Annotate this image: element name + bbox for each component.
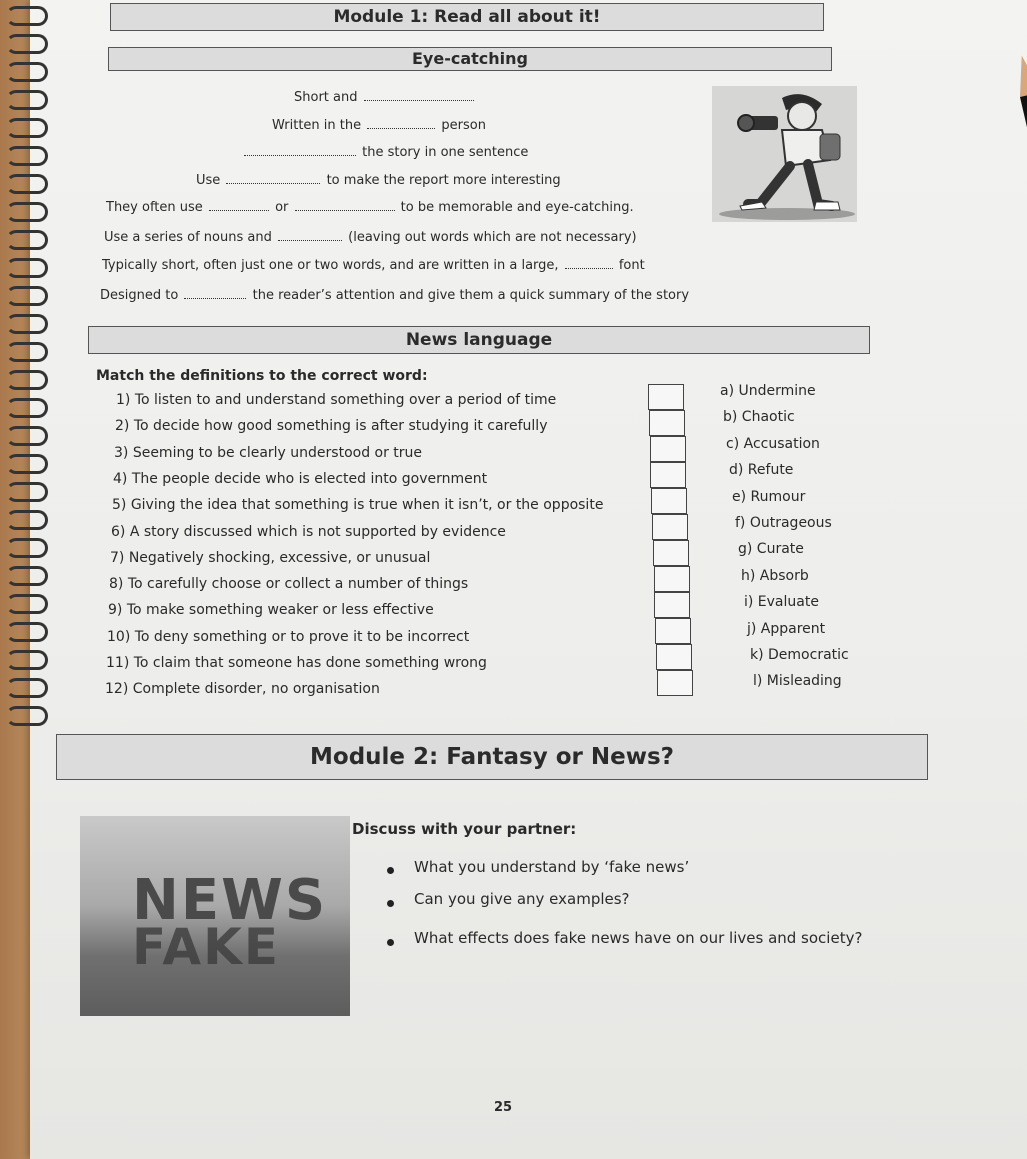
- fill-line-3: the story in one sentence: [242, 145, 528, 160]
- binding-coil: [6, 398, 48, 418]
- binding-coil: [6, 90, 48, 110]
- answer-blank[interactable]: [184, 297, 246, 299]
- bullet-icon: [387, 939, 394, 946]
- answer-blank[interactable]: [209, 209, 269, 211]
- definition-item: 3) Seeming to be clearly understood or true: [114, 444, 423, 461]
- word-item: l) Misleading: [753, 673, 842, 690]
- definition-item: 11) To claim that someone has done something wrong: [106, 655, 487, 671]
- definition-item: 9) To make something weaker or less effective: [108, 602, 434, 619]
- binding-coil: [6, 202, 48, 222]
- binding-coil: [6, 370, 48, 390]
- definition-item: 4) The people decide who is elected into government: [113, 470, 488, 487]
- answer-blank[interactable]: [226, 182, 320, 184]
- module1-title-bar: [110, 3, 824, 31]
- fill-line-4: Use to make the report more interesting: [196, 173, 561, 188]
- word-item: f) Outrageous: [735, 515, 832, 531]
- word-item: i) Evaluate: [744, 594, 819, 611]
- binding-coil: [6, 62, 48, 82]
- news-word: NEWS: [132, 868, 328, 933]
- binding-coil: [6, 622, 48, 642]
- fill-line-5: They often use or to be memorable and eye-catching.: [106, 200, 634, 215]
- answer-box[interactable]: [654, 592, 690, 618]
- binding-coil: [6, 482, 48, 502]
- binding-coil: [6, 146, 48, 166]
- module2-title: Module 2: Fantasy or News?: [310, 744, 674, 770]
- workbook-page: [30, 0, 1027, 1159]
- fill-line-1: Short and: [294, 90, 476, 105]
- match-instruction: Match the definitions to the correct word:: [96, 368, 428, 384]
- answer-box[interactable]: [656, 644, 692, 670]
- word-item: c) Accusation: [726, 435, 820, 452]
- fake-word: FAKE: [132, 918, 281, 976]
- word-item: k) Democratic: [750, 647, 849, 663]
- definition-item: 7) Negatively shocking, excessive, or unusual: [110, 549, 431, 566]
- discuss-bullet-2: Can you give any examples?: [414, 890, 630, 908]
- pencil: [1011, 53, 1027, 759]
- binding-coil: [6, 314, 48, 334]
- answer-box[interactable]: [654, 566, 690, 592]
- answer-box[interactable]: [652, 514, 688, 540]
- definition-item: 5) Giving the idea that something is true when it isn’t, or the opposite: [112, 497, 604, 514]
- module1-title: Module 1: Read all about it!: [333, 7, 601, 27]
- binding-coil: [6, 594, 48, 614]
- answer-blank[interactable]: [367, 127, 435, 129]
- word-item: b) Chaotic: [723, 409, 795, 426]
- fill-line-7: Typically short, often just one or two words, and are written in a large, font: [102, 258, 645, 273]
- binding-coil: [6, 118, 48, 138]
- news-language-title: News language: [405, 330, 553, 350]
- answer-box[interactable]: [648, 384, 684, 410]
- word-item: g) Curate: [738, 541, 804, 558]
- binding-coil: [6, 286, 48, 306]
- fill-line-6: Use a series of nouns and (leaving out words which are not necessary): [104, 230, 637, 245]
- discuss-bullet-1: What you understand by ‘fake news’: [414, 858, 690, 876]
- answer-blank[interactable]: [295, 209, 395, 211]
- photographer-illustration: [712, 86, 857, 222]
- eye-catching-title: Eye-catching: [412, 49, 528, 68]
- definition-item: 8) To carefully choose or collect a number of things: [109, 576, 469, 593]
- word-item: d) Refute: [729, 462, 794, 479]
- module2-title-bar: [56, 734, 928, 780]
- answer-blank[interactable]: [244, 154, 356, 156]
- fake-news-image: [80, 816, 350, 1016]
- fill-line-2: Written in the person: [272, 118, 486, 133]
- answer-blank[interactable]: [364, 99, 474, 101]
- definition-item: 2) To decide how good something is after studying it carefully: [115, 418, 548, 435]
- word-item: h) Absorb: [741, 567, 809, 584]
- discuss-bullet-3: What effects does fake news have on our lives and society?: [414, 929, 863, 947]
- binding-coil: [6, 538, 48, 558]
- definition-item: 10) To deny something or to prove it to be incorrect: [107, 628, 470, 645]
- definition-item: 12) Complete disorder, no organisation: [105, 681, 380, 698]
- binding-coil: [6, 342, 48, 362]
- definition-item: 1) To listen to and understand something over a period of time: [116, 392, 557, 408]
- bullet-icon: [387, 867, 394, 874]
- definition-item: 6) A story discussed which is not supported by evidence: [111, 523, 506, 540]
- binding-coil: [6, 174, 48, 194]
- word-item: a) Undermine: [720, 383, 816, 399]
- eye-catching-title-bar: [108, 47, 832, 71]
- answer-box[interactable]: [649, 410, 685, 436]
- answer-box[interactable]: [651, 488, 687, 514]
- answer-blank[interactable]: [278, 239, 342, 241]
- news-language-title-bar: [88, 326, 870, 354]
- word-item: e) Rumour: [732, 488, 806, 505]
- answer-box[interactable]: [657, 670, 693, 696]
- word-item: j) Apparent: [747, 620, 826, 637]
- discuss-title: Discuss with your partner:: [352, 820, 577, 838]
- binding-coil: [6, 230, 48, 250]
- answer-box[interactable]: [653, 540, 689, 566]
- fill-line-8: Designed to the reader’s attention and give them a quick summary of the story: [100, 288, 690, 303]
- answer-box[interactable]: [650, 462, 686, 488]
- bullet-icon: [387, 900, 394, 907]
- page-number: 25: [494, 1100, 513, 1115]
- binding-coil: [6, 678, 48, 698]
- binding-coil: [6, 258, 48, 278]
- binding-coil: [6, 454, 48, 474]
- binding-coil: [6, 34, 48, 54]
- binding-coil: [6, 650, 48, 670]
- binding-coil: [6, 510, 48, 530]
- binding-coil: [6, 426, 48, 446]
- binding-coil: [6, 6, 48, 26]
- binding-coil: [6, 706, 48, 726]
- answer-blank[interactable]: [565, 267, 613, 269]
- binding-coil: [6, 566, 48, 586]
- answer-box[interactable]: [650, 436, 686, 462]
- photographer-icon: [712, 86, 857, 222]
- answer-box[interactable]: [655, 618, 691, 644]
